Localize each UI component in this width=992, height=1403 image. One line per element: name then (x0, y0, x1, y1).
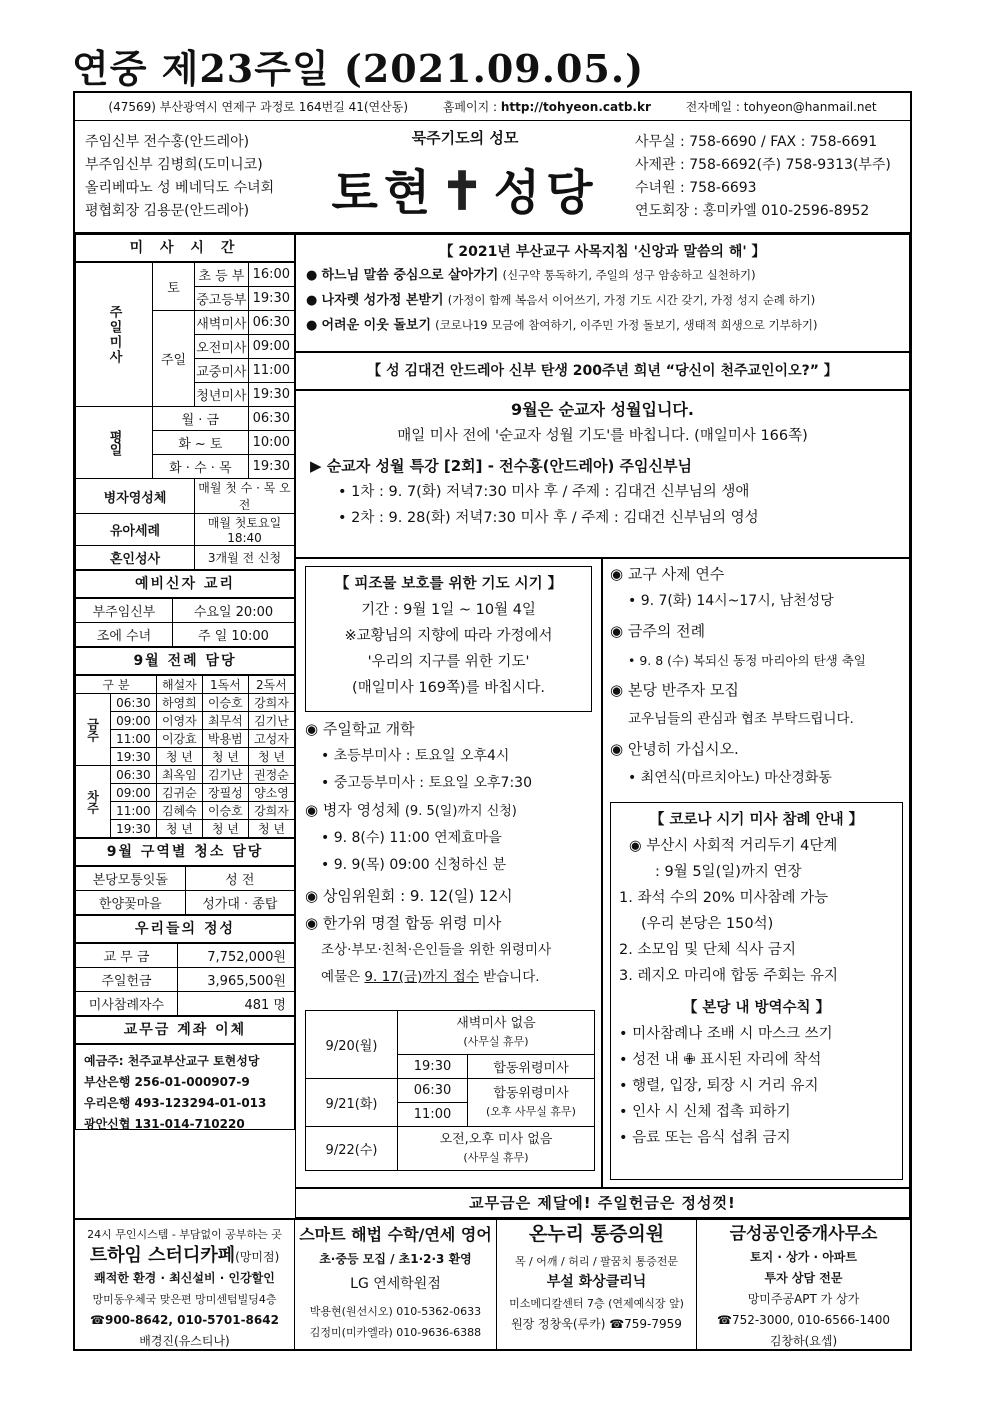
sunday-label: 주일미사 (76, 263, 153, 407)
vision-item-title: 나자렛 성가정 본받기 (321, 293, 444, 308)
notice-text: 받습니다. (478, 969, 540, 985)
email[interactable]: 전자메일 : tohyeon@hanmail.net (685, 100, 877, 114)
notice-heading: ◉ 병자 영성체 (9. 5(일)까지 신청) (305, 801, 517, 819)
notice-line: 조상·부모·친척·은인들을 위한 위령미사 (321, 942, 552, 958)
contact-line: 수녀원 : 758-6693 (635, 180, 757, 196)
liturgy-cell: 청 년 (248, 820, 294, 838)
liturgy-cell: 장필성 (202, 784, 248, 802)
offer-value: 481 명 (177, 992, 294, 1016)
ad-name (75, 1245, 294, 1268)
martyr-line: • 2차 : 9. 28(화) 저녁7:30 미사 후 / 주제 : 김대건 신부님의 영성 (338, 510, 759, 526)
left-column (75, 234, 295, 1130)
liturgy-cell: 06:30 (111, 766, 157, 784)
chuseok-text: 새벽미사 없음 (456, 1015, 536, 1031)
page-title: 연중 제23주일 (2021.09.05.) (72, 46, 645, 91)
liturgy-cell: 이강효 (156, 730, 202, 748)
notice-heading-note: (9. 5(일)까지 신청) (404, 804, 517, 819)
mass-time: 06:30 (248, 311, 294, 335)
homepage: 홈페이지 : http://tohyeon.catb.kr (442, 100, 651, 114)
mass-time: 19:30 (248, 455, 294, 479)
covid-line: 1. 좌석 수의 20% 미사참례 가능 (619, 890, 829, 906)
liturgy-head: 해설자 (156, 676, 202, 694)
ad-line: 24시 무인시스템 - 부담없이 공부하는 곳 (87, 1228, 282, 1241)
next-week-label: 차주 (76, 766, 111, 838)
liturgy-cell: 박용범 (202, 730, 248, 748)
vision-item: ● 어려운 이웃 돌보기 (코로나19 모금에 참여하기, 이주민 가정 돌보기, 생태적 희생으로 기부하기) (306, 318, 818, 333)
creation-prayer-box (305, 566, 592, 712)
mass-time: 19:30 (248, 383, 294, 407)
mass-name: 오전미사 (195, 335, 249, 359)
martyr-line: 매일 미사 전에 '순교자 성월 기도'를 바칩니다. (매일미사 166쪽) (397, 428, 808, 444)
prayer-line: '우리의 지구를 위한 기도' (367, 654, 530, 670)
mass-time: 06:30 (248, 407, 294, 431)
covid-line: : 9월 5일(일)까지 연장 (655, 864, 802, 880)
notice-line: • 9. 9(목) 09:00 신청하신 분 (321, 857, 507, 873)
liturgy-cell: 19:30 (111, 820, 157, 838)
notice-heading: ◉ 한가위 명절 합동 위령 미사 (305, 914, 502, 932)
liturgy-cell: 청 년 (156, 820, 202, 838)
ad-line: 목 / 어깨 / 허리 / 팔꿈치 통증전문 (514, 1255, 679, 1268)
bank-line: 부산은행 256-01-000907-9 (84, 1075, 250, 1089)
mass-name: 화 · 수 · 목 (153, 455, 249, 479)
clean-area: 성가대 · 종탑 (185, 891, 294, 915)
parish-header (75, 121, 910, 234)
mass-times-title: 미 사 시 간 (75, 234, 295, 262)
notice-line: • 9. 8 (수) 복되신 동정 마리아의 탄생 축일 (628, 653, 866, 668)
mass-time: 09:00 (248, 335, 294, 359)
notice-heading: ◉ 상임위원회 : 9. 12(일) 12시 (305, 887, 513, 905)
notice-heading: ◉ 교구 사제 연수 (610, 560, 906, 588)
notice-line: • 9. 8(수) 11:00 연제효마을 (321, 830, 502, 846)
ad-phone: ☎900-8642, 010-5701-8642 (90, 1313, 279, 1327)
offer-value: 3,965,500원 (177, 968, 294, 992)
vision-item-title: 하느님 말씀 중심으로 살아가기 (321, 268, 499, 283)
ad-academy (295, 1220, 497, 1349)
covid-box (610, 802, 903, 1180)
covid-line: 3. 레지오 마리애 합동 주회는 유지 (619, 968, 838, 984)
notice-heading: ◉ 본당 반주자 모집 (610, 674, 906, 706)
notice-heading-text: 상임위원회 (322, 887, 396, 905)
offer-label: 교 무 금 (76, 944, 178, 968)
logo-name-left: 토현 (331, 165, 437, 221)
sacrament-name: 혼인성사 (76, 546, 195, 570)
chuseok-time: 11:00 (398, 1103, 468, 1127)
notices (305, 716, 595, 991)
ad-title: 온누리 통증의원 (528, 1223, 665, 1245)
address: (47569) 부산광역시 연제구 과정로 164번길 41(연산동) (108, 100, 409, 114)
catech-teacher: 부주임신부 (76, 599, 173, 623)
prayer-title: 【 피조물 보호를 위한 기도 시기 】 (334, 576, 563, 592)
ad-line: LG 연세학원점 (350, 1276, 441, 1292)
covid-line: ◉ 부산시 사회적 거리두기 4단계 (619, 833, 894, 859)
slogan-bar: 교무금은 제달에! 주일헌금은 정성껏! (295, 1188, 910, 1218)
liturgy-cell: 09:00 (111, 784, 157, 802)
ad-line: 박용현(원선시오) 010-5362-0633 (309, 1305, 482, 1318)
cleaning-title: 9월 구역별 청소 담당 (75, 838, 295, 866)
notice-deadline: 9. 17(금)까지 접수 (364, 969, 479, 985)
clean-group: 한양꽃마을 (76, 891, 186, 915)
mass-table (75, 262, 295, 570)
liturgy-head: 2독서 (248, 676, 294, 694)
ad-line: 부설 화상클리닉 (546, 1274, 647, 1290)
liturgy-head: 1독서 (202, 676, 248, 694)
mass-name: 청년미사 (195, 383, 249, 407)
bank-title: 교무금 계좌 이체 (75, 1016, 295, 1044)
notice-line: • 9. 7(화) 14시~17시, 남천성당 (628, 593, 834, 609)
bank-box (75, 1044, 295, 1130)
martyr-title: 9월은 순교자 성월입니다. (511, 400, 694, 419)
sat-label: 토 (153, 263, 195, 311)
logo-subtitle: 묵주기도의 성모 (411, 129, 519, 147)
mass-time: 19:30 (248, 287, 294, 311)
offer-label: 주일헌금 (76, 968, 178, 992)
catechism-table (75, 598, 295, 647)
ad-title: 스마트 해법 수학/연세 영어 (299, 1225, 492, 1244)
liturgy-cell: 강희자 (248, 802, 294, 820)
notice-line: 교우님들의 관심과 협조 부탁드립니다. (628, 711, 854, 727)
notice-heading-note: : 9. 12(일) 12시 (400, 887, 513, 905)
ad-title: 트하임 스터디카페 (89, 1245, 236, 1266)
vision-item-title: 어려운 이웃 돌보기 (321, 318, 432, 333)
notice-heading-text: 병자 영성체 (322, 801, 401, 819)
ad-line: 망미주공APT 가 상가 (747, 1292, 860, 1306)
liturgy-cell: 김기난 (202, 766, 248, 784)
mass-name: 화 ~ 토 (153, 431, 249, 455)
chuseok-mass: 합동위령미사 (493, 1085, 569, 1101)
mass-time: 11:00 (248, 359, 294, 383)
rules-item: • 인사 시 신체 접촉 피하기 (619, 1104, 791, 1120)
catech-time: 주 일 10:00 (172, 623, 294, 647)
martyr-box (295, 390, 910, 558)
martyr-line: • 1차 : 9. 7(화) 저녁7:30 미사 후 / 주제 : 김대건 신부님의 생애 (338, 484, 750, 500)
ad-study-cafe (75, 1220, 295, 1349)
ad-line: 미소메디칼센터 7층 (연제예식장 앞) (509, 1297, 684, 1310)
covid-line: 2. 소모임 및 단체 식사 금지 (619, 942, 796, 958)
this-week-label: 금주 (76, 694, 111, 766)
bank-line: 우리은행 493-123294-01-013 (84, 1096, 267, 1110)
contact-list (635, 131, 891, 223)
liturgy-table (75, 675, 295, 838)
right-notices (610, 560, 906, 792)
chuseok-mass: 합동위령미사 (468, 1055, 595, 1079)
liturgy-cell: 19:30 (111, 748, 157, 766)
ad-clinic (497, 1220, 697, 1349)
ad-realestate (697, 1220, 910, 1349)
offering-table (75, 943, 295, 1016)
clean-group: 본당모퉁잇돌 (76, 867, 186, 891)
vision-list (296, 261, 909, 340)
vision-box (295, 234, 910, 352)
liturgy-cell: 김기난 (248, 712, 294, 730)
notice-heading-text: 한가위 명절 합동 위령 미사 (322, 914, 502, 932)
liturgy-title: 9월 전례 담당 (75, 647, 295, 675)
chuseok-date: 9/20(월) (306, 1011, 398, 1079)
liturgy-head: 구 분 (76, 676, 157, 694)
ad-line: 초·중등 모집 / 초1·2·3 환영 (319, 1252, 472, 1266)
liturgy-cell: 청 년 (156, 748, 202, 766)
cross-icon: ✝ (440, 161, 490, 222)
address-bar (75, 93, 910, 121)
jubilee-banner: 【 성 김대건 안드레아 신부 탄생 200주년 희년 “당신이 천주교인이오?” 】 (295, 352, 910, 390)
chuseok-note: (오후 사무실 휴무) (486, 1104, 576, 1118)
logo-name (305, 154, 625, 223)
weekday-label: 평일 (76, 407, 153, 479)
offer-value: 7,752,000원 (177, 944, 294, 968)
ad-line: 투자 상담 전문 (764, 1271, 843, 1285)
notice-line: • 초등부미사 : 토요일 오후4시 (321, 748, 510, 764)
liturgy-cell: 06:30 (111, 694, 157, 712)
staff-line: 주임신부 전수홍(안드레아) (85, 134, 250, 150)
chuseok-date: 9/21(화) (306, 1079, 398, 1127)
sacrament-name: 병자영성체 (76, 479, 195, 514)
sacrament-info: 매월 첫 수 · 목 오전 (195, 479, 295, 514)
chuseok-date: 9/22(수) (306, 1127, 398, 1171)
ad-line: 망미동우체국 맞은편 망미센텀빌딩4층 (92, 1293, 277, 1306)
sun-label: 주일 (153, 311, 195, 407)
rules-item: • 미사참례나 조배 시 마스크 쓰기 (619, 1026, 833, 1042)
chuseok-cell (398, 1127, 595, 1171)
ad-line: 토지 · 상가 · 아파트 (750, 1250, 857, 1264)
vision-item-desc: (신구약 통독하기, 주일의 성구 암송하고 실천하기) (502, 268, 756, 282)
liturgy-cell: 09:00 (111, 712, 157, 730)
vision-item: ● 하느님 말씀 중심으로 살아가기 (신구약 통독하기, 주일의 성구 암송하고 실천하기) (306, 268, 756, 283)
parish-logo (305, 127, 625, 223)
staff-line: 평협회장 김용문(안드레아) (85, 203, 250, 219)
liturgy-cell: 강희자 (248, 694, 294, 712)
ad-title: 금성공인중개사무소 (729, 1224, 878, 1244)
ad-line: 배경진(유스티나) (139, 1334, 230, 1348)
liturgy-cell: 이승호 (202, 694, 248, 712)
prayer-line: (매일미사 169쪽)를 바칩시다. (352, 680, 545, 696)
catech-time: 수요일 20:00 (172, 599, 294, 623)
liturgy-cell: 양소영 (248, 784, 294, 802)
vision-item-desc: (가정이 함께 복음서 이어쓰기, 가정 기도 시간 갖기, 가정 성지 순례 하기) (447, 293, 816, 307)
notice-heading: ◉ 주일학교 개학 (305, 716, 595, 743)
notice-heading: ◉ 안녕히 가십시오. (610, 733, 906, 765)
ad-line: 쾌적한 환경 · 최신설비 · 인강할인 (94, 1271, 275, 1285)
rules-title: 【 본당 내 방역수칙 】 (682, 1000, 831, 1016)
vision-item: ● 나자렛 성가정 본받기 (가정이 함께 복음서 이어쓰기, 가정 기도 시간 갖기, 가정 성지 순례 하기) (306, 293, 816, 308)
logo-name-right: 성당 (493, 165, 599, 221)
notice-line: • 최연식(마르치아노) 마산경화동 (628, 770, 832, 786)
liturgy-cell: 권정순 (248, 766, 294, 784)
mass-name: 새벽미사 (195, 311, 249, 335)
ad-phone: ☎752-3000, 010-6566-1400 (717, 1313, 890, 1327)
vision-title: 【 2021년 부산교구 사목지침 '신앙과 말씀의 해' 】 (439, 244, 766, 260)
mass-name: 초 등 부 (195, 263, 249, 287)
chuseok-table (305, 1010, 595, 1171)
clean-area: 성 전 (185, 867, 294, 891)
liturgy-cell: 고성자 (248, 730, 294, 748)
liturgy-cell: 11:00 (111, 802, 157, 820)
liturgy-cell: 김귀순 (156, 784, 202, 802)
covid-line: (우리 본당은 150석) (641, 916, 774, 932)
notice-line (305, 964, 595, 991)
ad-line: 김정미(미카엘라) 010-9636-6388 (309, 1326, 482, 1339)
notice-line: • 중고등부미사 : 토요일 오후7:30 (321, 775, 532, 791)
notice-text: 예물은 (321, 969, 365, 985)
homepage-link[interactable]: http://tohyeon.catb.kr (500, 100, 651, 114)
liturgy-cell: 최무석 (202, 712, 248, 730)
prayer-line: ※교황님의 지향에 따라 가정에서 (344, 628, 553, 644)
liturgy-cell: 11:00 (111, 730, 157, 748)
rules-item: • 음료 또는 음식 섭취 금지 (619, 1130, 791, 1146)
mass-name: 교중미사 (195, 359, 249, 383)
chuseok-time: 19:30 (398, 1055, 468, 1079)
mass-time: 10:00 (248, 431, 294, 455)
liturgy-cell: 청 년 (202, 820, 248, 838)
bank-line: 광안신협 131-014-710220 (84, 1117, 245, 1131)
martyr-lecture: ▶ 순교자 성월 특강 [2회] - 전수홍(안드레아) 주임신부님 (310, 457, 692, 475)
contact-line: 연도회장 : 홍미카엘 010-2596-8952 (635, 203, 870, 219)
liturgy-cell: 하영희 (156, 694, 202, 712)
chuseok-note: (사무실 휴무) (463, 1150, 529, 1164)
offer-label: 미사참례자수 (76, 992, 178, 1016)
mass-name: 월 · 금 (153, 407, 249, 431)
chuseok-cell (398, 1011, 595, 1055)
sacrament-name: 유아세례 (76, 514, 195, 546)
cleaning-table (75, 866, 295, 915)
catechism-title: 예비신자 교리 (75, 570, 295, 598)
ad-phone: 원장 정창욱(루카) ☎759-7959 (511, 1317, 682, 1331)
notice-heading: ◉ 금주의 전례 (610, 615, 906, 647)
offering-title: 우리들의 정성 (75, 915, 295, 943)
sacrament-info: 매월 첫토요일 18:40 (195, 514, 295, 546)
chuseok-time: 06:30 (398, 1079, 468, 1103)
liturgy-cell: 이영자 (156, 712, 202, 730)
liturgy-cell: 청 년 (202, 748, 248, 766)
liturgy-cell: 이승호 (202, 802, 248, 820)
staff-list (85, 131, 274, 223)
staff-line: 부주임신부 김병희(도미니코) (85, 157, 263, 173)
mass-time: 16:00 (248, 263, 294, 287)
liturgy-cell: 최옥임 (156, 766, 202, 784)
ad-branch: (망미점) (235, 1250, 280, 1264)
chuseok-text: 오전,오후 미사 없음 (439, 1131, 553, 1147)
staff-line: 올리베따노 성 베네딕도 수녀회 (85, 180, 275, 196)
ad-line: 김창하(요셉) (769, 1334, 838, 1348)
mass-name: 중고등부 (195, 287, 249, 311)
rules-item: • 행렬, 입장, 퇴장 시 거리 유지 (619, 1078, 819, 1094)
ads-row (75, 1218, 910, 1349)
contact-line: 사제관 : 758-6692(주) 758-9313(부주) (635, 157, 891, 173)
prayer-line: 기간 : 9월 1일 ~ 10월 4일 (361, 602, 536, 618)
liturgy-cell: 청 년 (248, 748, 294, 766)
liturgy-cell: 김혜숙 (156, 802, 202, 820)
chuseok-cell (468, 1079, 595, 1127)
covid-title: 【 코로나 시기 미사 참례 안내 】 (649, 812, 864, 828)
vision-item-desc: (코로나19 모금에 참여하기, 이주민 가정 돌보기, 생태적 희생으로 기부하기) (435, 318, 818, 332)
chuseok-note: (사무실 휴무) (463, 1034, 529, 1048)
bank-line: 예금주: 천주교부산교구 토현성당 (84, 1054, 260, 1068)
contact-line: 사무실 : 758-6690 / FAX : 758-6691 (635, 134, 878, 150)
catech-teacher: 조에 수녀 (76, 623, 173, 647)
sacrament-info: 3개월 전 신청 (195, 546, 295, 570)
rules-item: • 성전 내 ✙ 표시된 자리에 착석 (619, 1052, 822, 1068)
